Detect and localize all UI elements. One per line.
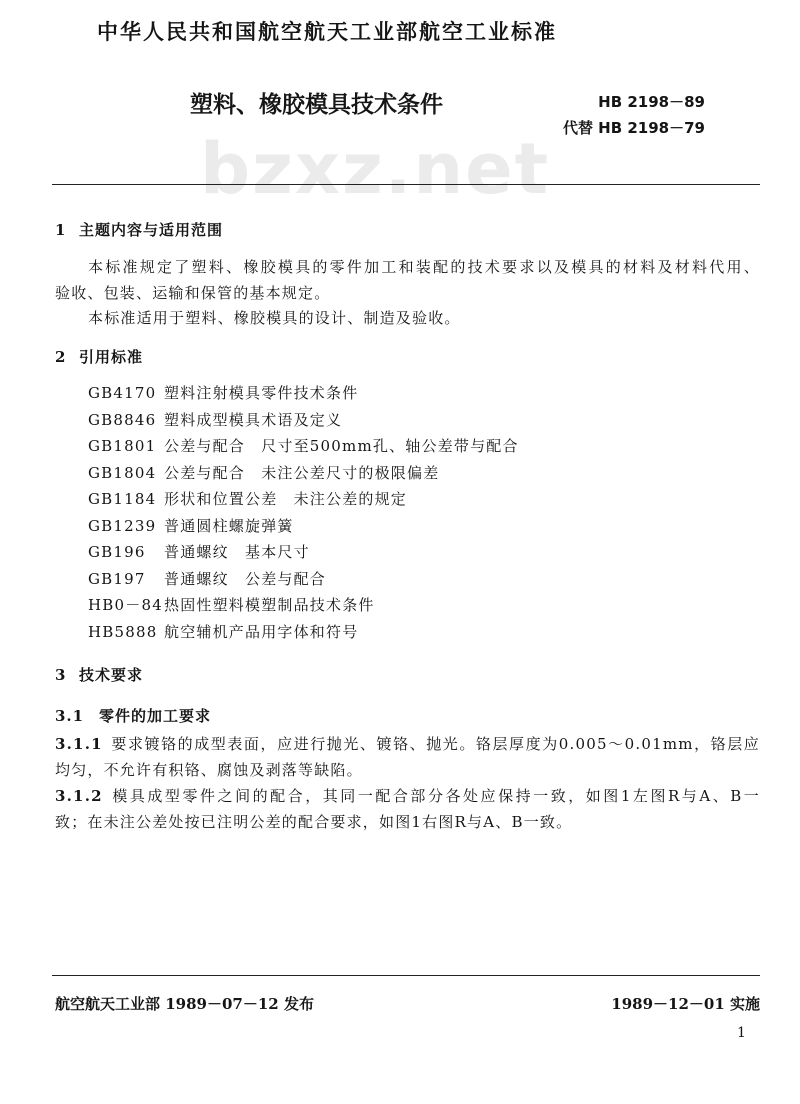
referenced-standards-list — [88, 380, 519, 645]
standard-number: HB 2198－89 — [598, 93, 705, 111]
clause-3-1-2-line: 致；在未注公差处按已注明公差的配合要求，如图1右图R与A、B一致。 — [55, 813, 573, 831]
reference-item — [88, 592, 519, 619]
reference-item — [88, 460, 519, 487]
reference-item — [88, 513, 519, 540]
reference-title: 塑料成型模具术语及定义 — [164, 410, 343, 429]
clauses-3-1 — [55, 731, 760, 835]
reference-item — [88, 566, 519, 593]
section-title: 主题内容与适用范围 — [79, 221, 224, 239]
section-2-heading — [55, 347, 143, 367]
issue-date: 航空航天工业部 1989－07－12 发布 — [55, 995, 314, 1013]
reference-item — [88, 407, 519, 434]
reference-title: 公差与配合 尺寸至500mm孔、轴公差带与配合 — [164, 437, 519, 455]
paragraph: 本标准适用于塑料、橡胶模具的设计、制造及验收。 — [88, 309, 461, 327]
clause-3-1-1-line: 均匀，不允许有积铬、腐蚀及剥落等缺陷。 — [55, 761, 363, 779]
reference-code: GB1801 — [88, 437, 157, 455]
clause-text: 要求镀铬的成型表面，应进行抛光、镀铬、抛光。铬层厚度为0.005～0.01mm，铬层应 — [111, 735, 760, 753]
reference-code: GB8846 — [88, 410, 157, 429]
reference-code: HB5888 — [88, 622, 158, 641]
reference-item — [88, 539, 519, 566]
reference-title: 普通螺纹 公差与配合 — [164, 569, 327, 588]
section-number: 3 — [55, 666, 67, 684]
issuing-authority-header: 中华人民共和国航空航天工业部航空工业标准 — [97, 19, 557, 44]
document-title: 塑料、橡胶模具技术条件 — [190, 91, 443, 118]
clause-text: 模具成型零件之间的配合，其同一配合部分各处应保持一致，如图1左图R与A、B一 — [111, 787, 760, 805]
paragraph-line: 本标准规定了塑料、橡胶模具的零件加工和装配的技术要求以及模具的材料及材料代用、 — [88, 258, 760, 276]
reference-code: GB4170 — [88, 384, 157, 402]
reference-code: GB196 — [88, 543, 146, 561]
reference-title: 航空辅机产品用字体和符号 — [164, 622, 359, 641]
subsection-number: 3.1 — [55, 707, 85, 725]
clause-3-1-2-line — [55, 783, 760, 809]
page-number: 1 — [737, 1025, 746, 1041]
bottom-divider — [52, 975, 760, 976]
reference-title: 普通螺纹 基本尺寸 — [164, 543, 310, 561]
reference-code: GB1184 — [88, 490, 157, 508]
reference-item — [88, 486, 519, 513]
reference-title: 公差与配合 未注公差尺寸的极限偏差 — [164, 463, 440, 482]
section-1-heading — [55, 220, 223, 240]
section-title: 技术要求 — [79, 666, 144, 684]
reference-title: 形状和位置公差 未注公差的规定 — [164, 490, 408, 508]
effective-date: 1989－12－01 实施 — [611, 995, 760, 1013]
reference-code: GB1804 — [88, 463, 157, 482]
reference-code: GB197 — [88, 569, 146, 588]
subsection-3-1-heading — [55, 706, 211, 726]
subsection-title: 零件的加工要求 — [99, 707, 212, 725]
reference-code: HB0－84 — [88, 596, 163, 614]
section-1-body — [55, 255, 760, 332]
reference-title: 热固性塑料模塑制品技术条件 — [164, 596, 375, 614]
section-3-heading — [55, 665, 143, 685]
reference-title: 塑料注射模具零件技术条件 — [164, 384, 359, 402]
paragraph-line: 验收、包装、运输和保管的基本规定。 — [55, 283, 331, 302]
watermark: bzxz.net — [200, 128, 551, 210]
clause-number: 3.1.2 — [55, 787, 103, 805]
section-number: 2 — [55, 348, 67, 366]
reference-item — [88, 380, 519, 407]
reference-code: GB1239 — [88, 516, 157, 535]
clause-3-1-1-line — [55, 731, 760, 757]
reference-item — [88, 619, 519, 646]
reference-item — [88, 433, 519, 460]
replaces-standard: 代替 HB 2198－79 — [562, 119, 705, 137]
top-divider — [52, 184, 760, 185]
reference-title: 普通圆柱螺旋弹簧 — [164, 516, 294, 535]
section-title: 引用标准 — [79, 348, 144, 366]
section-number: 1 — [55, 221, 67, 239]
clause-number: 3.1.1 — [55, 735, 103, 753]
